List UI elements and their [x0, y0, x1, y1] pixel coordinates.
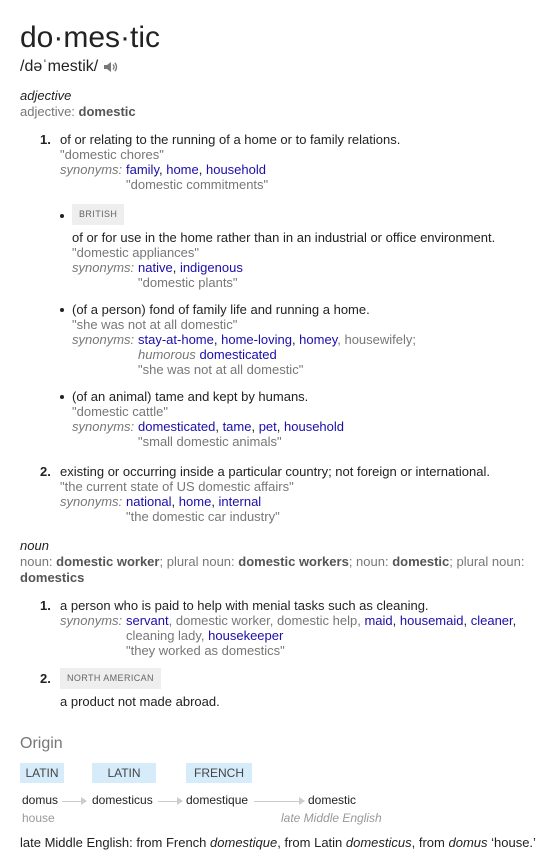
etymon: domus: [22, 793, 59, 807]
sense-1: [20, 132, 540, 192]
example: "domestic cattle": [72, 404, 168, 419]
synonym-link[interactable]: national: [126, 494, 172, 509]
sense-number: 1.: [40, 132, 51, 147]
definition: (of an animal) tame and kept by humans.: [72, 389, 309, 404]
bullet: [60, 395, 64, 399]
sense-2: [20, 464, 540, 524]
synonym-link[interactable]: maid: [364, 613, 393, 628]
etymon: domestic: [308, 793, 357, 807]
synonym-line-2: humorous domesticated: [138, 347, 277, 362]
synonym-link[interactable]: indigenous: [179, 260, 243, 275]
synonyms: synonyms: native, indigenous: [72, 260, 243, 275]
synonym-example: "domestic commitments": [126, 177, 269, 192]
synonyms: synonyms: servant, domestic worker, domestic help, maid, housemaid, cleaner,: [60, 613, 517, 628]
definition: a product not made abroad.: [60, 694, 220, 709]
example: "she was not at all domestic": [72, 317, 238, 332]
pos-line: adjective: domestic: [20, 104, 136, 119]
synonym-link[interactable]: pet: [258, 419, 277, 434]
synonyms: synonyms: stay-at-home, home-loving, homey, housewifely;: [72, 332, 416, 347]
synonym-link[interactable]: tame: [222, 419, 252, 434]
example: "the current state of US domestic affairs": [60, 479, 294, 494]
gloss: house: [22, 811, 55, 825]
register-badge: BRITISH: [72, 204, 124, 225]
synonym-example: "domestic plants": [138, 275, 238, 290]
example: "domestic chores": [60, 147, 164, 162]
origin-text: late Middle English: from French domestique, from Latin domesticus, from domus ‘house.’: [20, 835, 536, 850]
subsense-2: [20, 302, 540, 377]
synonym-link[interactable]: homey: [299, 332, 338, 347]
synonym-link[interactable]: household: [205, 162, 266, 177]
dictionary-entry: [20, 20, 540, 851]
example: "domestic appliances": [72, 245, 200, 260]
synonym-link[interactable]: family: [126, 162, 159, 177]
synonym-example: "they worked as domestics": [126, 643, 285, 658]
definition: a person who is paid to help with menial tasks such as cleaning.: [60, 598, 429, 613]
sense-number: 2.: [40, 464, 51, 479]
register-badge: NORTH AMERICAN: [60, 668, 161, 689]
pronunciation-row: [20, 58, 540, 76]
synonym-link[interactable]: internal: [218, 494, 262, 509]
synonym-link[interactable]: servant: [126, 613, 169, 628]
definition: (of a person) fond of family life and running a home.: [72, 302, 370, 317]
speaker-icon[interactable]: [102, 59, 118, 75]
pos-label: noun: [20, 538, 49, 553]
etymology-diagram: [20, 763, 540, 829]
pos-label: adjective: [20, 88, 72, 103]
synonym-link[interactable]: home: [166, 162, 199, 177]
definition: existing or occurring inside a particular country; not foreign or international.: [60, 464, 490, 479]
period: late Middle English: [281, 811, 382, 825]
synonym-line-2: cleaning lady, housekeeper: [126, 628, 284, 643]
language-label: LATIN: [92, 763, 156, 783]
subsense-1: [20, 204, 540, 290]
noun-sense-2: [20, 668, 540, 709]
noun-sense-1: [20, 598, 540, 658]
pos-line: noun: domestic worker; plural noun: domestic workers; noun: domestic; plural noun: domestics: [20, 554, 525, 585]
synonym-link[interactable]: stay-at-home: [138, 332, 214, 347]
arrow: [62, 801, 86, 802]
synonym-link[interactable]: native: [138, 260, 173, 275]
synonym-example: "the domestic car industry": [126, 509, 280, 524]
bullet: [60, 308, 64, 312]
arrow: [254, 801, 304, 802]
synonym-link[interactable]: housekeeper: [208, 628, 284, 643]
etymon: domesticus: [92, 793, 153, 807]
etymon: domestique: [186, 793, 249, 807]
language-label: LATIN: [20, 763, 64, 783]
definition: of or for use in the home rather than in an industrial or office environment.: [72, 230, 496, 245]
synonym-link[interactable]: domesticated: [199, 347, 277, 362]
sense-number: 1.: [40, 598, 51, 613]
synonym-link[interactable]: home-loving: [221, 332, 292, 347]
headword: do·mes·tic: [20, 21, 161, 54]
subsense-3: [20, 389, 540, 449]
synonym-link[interactable]: housemaid: [399, 613, 464, 628]
synonyms: synonyms: domesticated, tame, pet, household: [72, 419, 345, 434]
definition: of or relating to the running of a home or to family relations.: [60, 132, 401, 147]
origin-heading: Origin: [20, 735, 63, 752]
bullet: [60, 214, 64, 218]
pronunciation: /dəˈmestik/: [20, 58, 99, 75]
synonym-link[interactable]: home: [178, 494, 212, 509]
synonym-link[interactable]: cleaner: [470, 613, 513, 628]
synonym-example: "small domestic animals": [138, 434, 282, 449]
language-label: FRENCH: [186, 763, 252, 783]
arrow: [158, 801, 182, 802]
synonyms: synonyms: family, home, household: [60, 162, 266, 177]
synonym-link[interactable]: household: [284, 419, 345, 434]
synonym-example: "she was not at all domestic": [138, 362, 304, 377]
synonym-link[interactable]: domesticated: [138, 419, 216, 434]
sense-number: 2.: [40, 671, 51, 686]
synonyms: synonyms: national, home, internal: [60, 494, 262, 509]
